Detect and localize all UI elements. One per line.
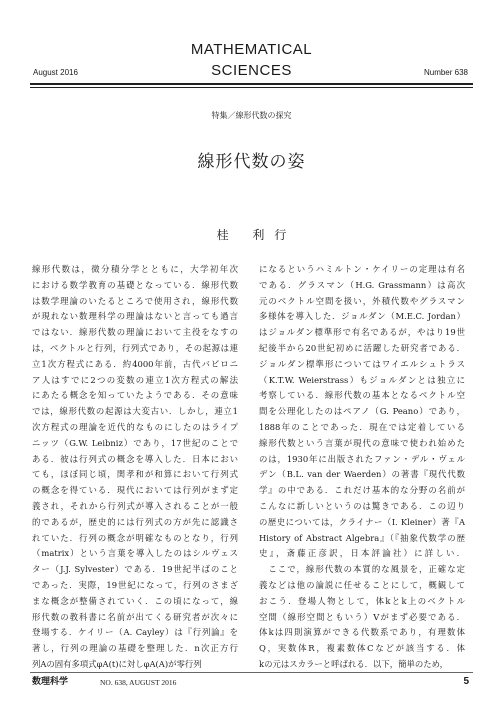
text-line: 間を公理化したのはペアノ（G. Peano）であり， [259, 406, 465, 417]
text-line: の概念を得ている．現代においては行列がまず定 [32, 485, 238, 496]
text-line: は，ベクトルと行列，行列式であり，その起源は連 [32, 342, 238, 353]
text-line: における数学教育の基礎となっている．線形代数 [32, 279, 238, 290]
header-rule-thick [30, 83, 473, 85]
text-line: 次方程式の理論を近代的なものにしたのはライプ [32, 421, 238, 432]
text-line: 義などは他の論説に任せることにして，概観して [259, 579, 465, 590]
text-line: が現れない数理科学の理論はないと言っても過言 [32, 311, 238, 322]
text-line: 元のベクトル空間を扱い，外積代数やグラスマン [259, 295, 465, 306]
text-line: ある．彼は行列式の概念を導入した．日本におい [32, 453, 238, 464]
text-line: ても，ほぼ同じ頃，関孝和が和算において行列式 [32, 469, 238, 480]
text-line: は数学理論のいたるところで使用され，線形代数 [32, 295, 238, 306]
text-line: では，線形代数の起源は大変古い．しかし，連立1 [32, 406, 238, 417]
text-line: はジョルダン標準形で有名であるが，やはり19世 [259, 327, 465, 338]
text-line: である．グラスマン（H.G. Grassmann）は高次 [259, 279, 465, 290]
footer-rule [30, 672, 473, 673]
text-line: であった．実際，19世紀になって，行列のさまざ [32, 579, 238, 590]
text-line: 空間（線形空間ともいう）Vがまず必要である． [259, 611, 465, 622]
text-line: 的であるが，歴史的には行列式の方が先に認識さ [32, 516, 238, 527]
text-line: の歴史については，クライナー（I. Kleiner）著『A [259, 516, 465, 527]
issue-date: August 2016 [33, 68, 78, 77]
text-line: Q，実数体R，複素数体Cなどが該当する．体 [259, 643, 465, 654]
text-line: ター（J.J. Sylvester）である．19世紀半ばのこと [32, 564, 238, 575]
text-line: 列Aの固有多項式φA(t)に対しφA(A)が零行列 [32, 658, 202, 669]
text-line: History of Abstract Algebra』（『抽象代数学の歴 [259, 532, 465, 543]
text-line: ではない．線形代数の理論において主役をなすの [32, 327, 238, 338]
text-line: 線形代数という言葉が現代の意味で使われ始めた [259, 437, 465, 448]
text-line: 学』の中である．これだけ基本的な分野の名前が [259, 485, 465, 496]
text-line: ジョルダン標準形についてはワイエルシュトラス [259, 358, 465, 369]
text-line: こんなに新しいというのは驚きである．この辺り [259, 500, 465, 511]
text-line: 登場する．ケイリー（A. Cayley）は『行列論』を [32, 627, 238, 638]
text-line: kの元はスカラーと呼ばれる．以下，簡単のため， [259, 658, 448, 669]
text-line: 立1次方程式にある．約4000年前，古代バビロニ [32, 358, 238, 369]
body-column-left [32, 262, 238, 673]
author-name: 桂 利行 [216, 228, 297, 242]
text-line: 1888年のことであった．現在では定着している [259, 421, 465, 432]
issue-info: NO. 638, AUGUST 2016 [100, 678, 177, 687]
text-line: ニッツ（G.W. Leibniz）であり，17世紀のことで [32, 437, 238, 448]
page-number: 5 [463, 676, 469, 687]
text-line: 著し，行列の理論の基礎を整理した．n次正方行 [32, 643, 238, 654]
text-line: 考察している．線形代数の基本となるベクトル空 [259, 390, 465, 401]
text-line: （matrix）という言葉を導入したのはシルヴェス [32, 548, 238, 559]
body-column-right [259, 262, 465, 673]
text-line: にあたる概念を知っていたようである．その意味 [32, 390, 238, 401]
header-rule-thin [30, 87, 473, 88]
text-line: おこう．登場人物として，体kとk上のベクトル [259, 595, 465, 606]
text-line: 紀後半から20世紀初めに活躍した研究者である． [259, 342, 465, 353]
section-label: 特集／線形代数の探究 [211, 111, 292, 120]
text-line: ア人はすでに2つの変数の連立1次方程式の解法 [32, 374, 238, 385]
text-line: 体kは四則演算ができる代数系であり，有理数体 [259, 627, 465, 638]
magazine-title-line2: SCIENCES [211, 62, 292, 79]
text-line: のは，1930年に出版されたファン・デル・ヴェル [259, 453, 465, 464]
text-line: になるというハミルトン・ケイリーの定理は有名 [259, 264, 465, 274]
text-line: デン（B.L. van der Waerden）の著書『現代代数 [259, 469, 465, 480]
text-line: （K.T.W. Weierstrass）もジョルダンとは独立に [259, 374, 465, 385]
text-line: 形代数の教科書に名前が出てくる研究者が次々に [32, 611, 238, 622]
text-line: ここで，線形代数の本質的な風景を，正確な定 [259, 564, 465, 575]
issue-number: Number 638 [423, 68, 468, 77]
text-line: まな概念が整備されていく．この頃になって，線 [32, 595, 238, 606]
text-line: 線形代数は，微分積分学とともに，大学初年次 [32, 264, 238, 274]
text-line: 史』，斎藤正彦訳，日本評論社）に詳しい． [259, 548, 465, 559]
journal-name: 数理科学 [32, 677, 69, 687]
article-title: 線形代数の姿 [197, 152, 306, 172]
magazine-title-line1: MATHEMATICAL [190, 41, 313, 58]
text-line: 義され，それから行列式が導入されることが一般 [32, 500, 238, 511]
text-line: 多様体を導入した．ジョルダン（M.E.C. Jordan） [259, 311, 465, 322]
text-line: れていた．行列の概念が明確なものとなり，行列 [32, 532, 238, 543]
